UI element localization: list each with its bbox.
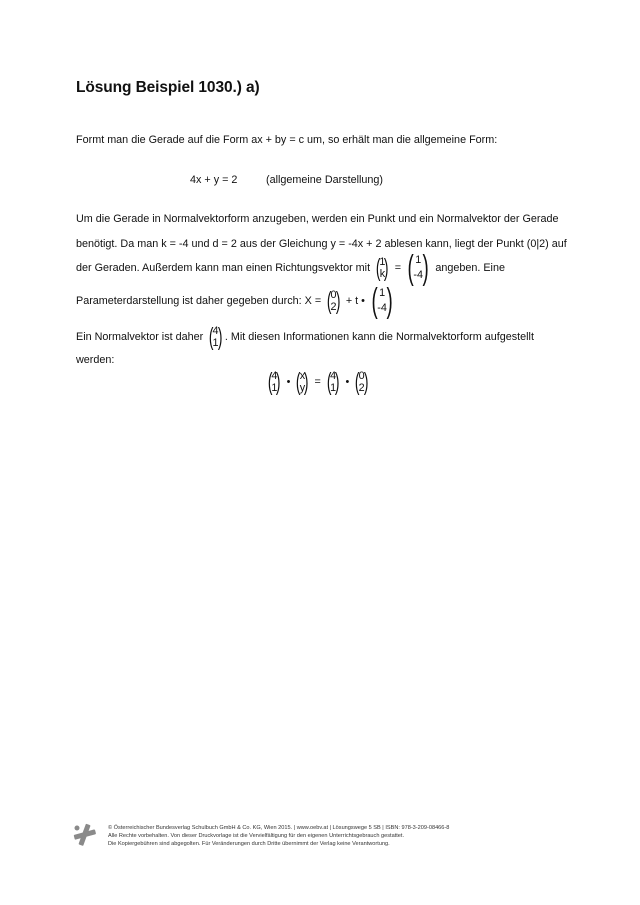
footer [108,824,449,848]
general-equation: 4x + y = 2 [190,174,238,186]
vector-entry: x [299,370,306,382]
direction-vector: ( 1 -4 ) [407,249,429,287]
dot-operator: • [286,376,291,388]
text: Ein Normalvektor ist daher [76,331,204,343]
formula-normal-vector: ( 4 1 ) [326,367,340,396]
vector-entry: 2 [330,301,337,313]
vector-entry: 1 [271,382,278,394]
page-title: Lösung Beispiel 1030.) a) [76,79,260,96]
equals-sign: = [314,376,321,388]
vector-entry: k [379,268,386,280]
formula-point-vector: ( 0 2 ) [355,367,369,396]
vector-entry: 1 [415,254,422,266]
normal-vector: ( 4 1 ) [209,322,223,351]
vector-entry: -4 [377,302,387,314]
vector-entry: 4 [271,370,278,382]
formula-normal-vector: ( 4 1 ) [267,367,281,396]
paragraph-5: werden: [76,354,115,366]
normal-vector-form [265,368,371,396]
vector-entry: -4 [413,269,423,281]
paragraph-2-line-2: benötigt. Da man k = -4 und d = 2 aus der Gleichung y = -4x + 2 ablesen kann, liegt der Punkt (0|2) auf [76,238,567,250]
paragraph-4 [76,324,534,350]
footer-line: Die Kopiergebühren sind abgegolten. Für Veränderungen durch Dritte übernimmt der Verlag keine Verantwortung. [108,841,390,847]
direction-vector-k: ( 1 k ) [375,253,389,282]
paragraph-2-line-1: Um die Gerade in Normalvektorform anzugeben, werden ein Punkt und ein Normalvektor der Gerade [76,213,559,225]
general-equation-note: (allgemeine Darstellung) [266,174,384,186]
text: Parameterdarstellung ist daher gegeben durch: X = [76,295,322,307]
vector-entry: 0 [358,370,365,382]
vector-entry: 0 [330,289,337,301]
vector-entry: y [299,382,306,394]
vector-entry: 1 [330,382,337,394]
vector-entry: 1 [379,256,386,268]
vector-entry: 2 [358,382,365,394]
point-vector: ( 0 2 ) [327,286,340,315]
paragraph-2-line-3 [76,249,505,287]
footer-line: Alle Rechte vorbehalten. Von dieser Druckvorlage ist die Vervielfältigung für den eigenen Unterrichtsgebrauch gestattet. [108,833,405,839]
text: . Mit diesen Informationen kann die Normalvektorform aufgestellt [224,331,534,343]
formula-xy-vector: ( x y ) [296,367,309,396]
paragraph-1: Formt man die Gerade auf die Form ax + by = c um, so erhält man die allgemeine Form: [76,134,498,146]
text: der Geraden. Außerdem kann man einen Richtungsvektor mit [76,262,371,274]
vector-entry: 1 [379,287,386,299]
paragraph-3 [76,282,396,320]
equals-sign: = [394,262,402,274]
vector-entry: 4 [330,370,337,382]
text: angeben. Eine [435,262,505,274]
vector-entry: 4 [212,325,219,337]
direction-vector: ( 1 -4 ) [371,282,393,320]
footer-line: © Österreichischer Bundesverlag Schulbuch GmbH & Co. KG, Wien 2015. | www.oebv.at | Lösungswege 5 SB | ISBN: 978-3-209-08466-8 [108,825,450,831]
vector-entry: 1 [212,337,219,349]
text: + t • [345,295,365,307]
publisher-logo-icon [72,822,98,848]
dot-operator: • [345,376,350,388]
